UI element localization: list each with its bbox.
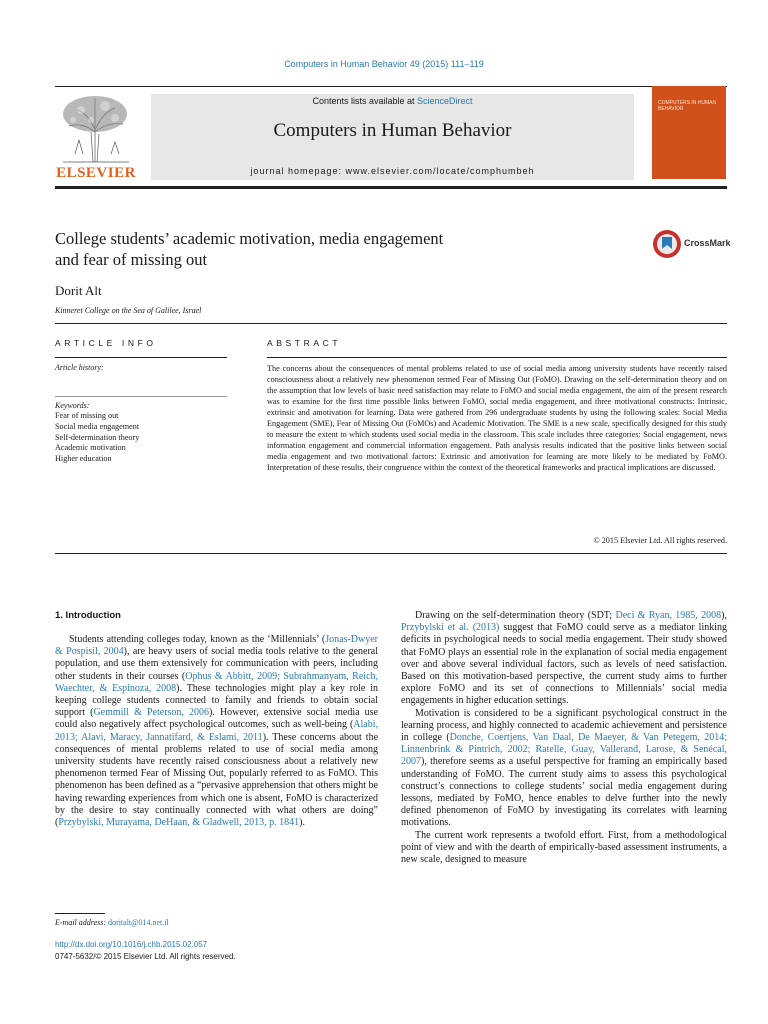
header-rule-bottom bbox=[55, 186, 727, 189]
article-history-label: Article history: bbox=[55, 363, 104, 372]
paragraph bbox=[401, 610, 727, 708]
history-rule bbox=[55, 396, 227, 397]
citation-link[interactable]: Przybylski, Murayama, DeHaan, & Gladwell, 2013, p. 1841 bbox=[58, 817, 300, 829]
abstract-heading: ABSTRACT bbox=[267, 338, 342, 348]
body-column-right bbox=[401, 610, 727, 866]
citation-link[interactable]: Gemmill & Peterson, 2006 bbox=[93, 707, 210, 719]
journal-homepage[interactable]: journal homepage: www.elsevier.com/locate/comphumbeh bbox=[250, 166, 535, 176]
paragraph-text: Students attending colleges today, known as the ‘Millennials’ ( bbox=[69, 634, 326, 645]
citation-link[interactable]: Deci & Ryan, 1985, 2008 bbox=[615, 610, 722, 621]
keyword-item: Higher education bbox=[55, 454, 112, 464]
keywords-list bbox=[55, 411, 139, 465]
journal-title: Computers in Human Behavior bbox=[273, 120, 512, 141]
crossmark-badge[interactable] bbox=[652, 229, 730, 261]
elsevier-logo bbox=[55, 92, 137, 182]
paragraph bbox=[401, 830, 727, 867]
author-name: Dorit Alt bbox=[55, 283, 102, 298]
header-rule-top bbox=[55, 86, 727, 87]
elsevier-tree-icon bbox=[55, 92, 137, 164]
citation-link[interactable]: Przybylski et al. (2013) bbox=[401, 622, 500, 634]
footnote-rule bbox=[55, 913, 105, 914]
article-title-line1: College students’ academic motivation, media engagement bbox=[55, 229, 444, 248]
affiliation-rule bbox=[55, 323, 727, 324]
article-info-heading: ARTICLE INFO bbox=[55, 338, 157, 348]
paragraph-text: ), bbox=[721, 610, 727, 621]
paragraph-text: Drawing on the self-determination theory (SDT; bbox=[415, 610, 616, 621]
article-info-rule bbox=[55, 357, 227, 358]
paragraph-text: Motivation is considered to be a significant psychological construct in the learning process, and highly connected to academic achievement and persistence in college ( bbox=[401, 707, 727, 744]
paragraph-text: ). However, extensive social media use could also negatively affect psychological outcomes, such as well-being ( bbox=[55, 707, 378, 731]
contents-availability bbox=[151, 96, 634, 106]
sciencedirect-link[interactable]: ScienceDirect bbox=[417, 96, 473, 106]
paragraph bbox=[55, 634, 378, 829]
abstract-end-rule bbox=[55, 553, 727, 554]
abstract-rule bbox=[267, 357, 727, 358]
keyword-item: Fear of missing out bbox=[55, 411, 119, 420]
citation-link[interactable]: Donche, Coertjens, Van Daal, De Maeyer, & Van Petegem, 2014; Linnenbrink & Pintrich, 2002; Ratelle, Guay, Vallerand, Larose, & Senécal, 2007 bbox=[401, 732, 727, 768]
keyword-item: Academic motivation bbox=[55, 443, 126, 453]
author-email-link[interactable]: doritalt@014.net.il bbox=[108, 918, 169, 927]
crossmark-icon bbox=[652, 229, 682, 259]
doi-link[interactable]: http://dx.doi.org/10.1016/j.chb.2015.02.057 bbox=[55, 940, 208, 949]
citation-link[interactable]: Ophus & Abbitt, 2009; Subrahmanyam, Reich, Waechter, & Espinoza, 2008 bbox=[55, 670, 379, 694]
issn-copyright: 0747-5632/© 2015 Elsevier Ltd. All rights reserved. bbox=[55, 952, 236, 961]
article-title-line2: and fear of missing out bbox=[55, 250, 208, 269]
paragraph-text: The current work represents a twofold effort. First, from a methodological point of view and with the dearth of empirically-based assessment instruments, a new scale, designed to measure bbox=[401, 829, 727, 866]
journal-cover-image[interactable] bbox=[652, 86, 726, 179]
paragraph-text: suggest that FoMO could serve as a mediator linking deficits in psychological needs to social media engagement. Their study showed that FoMO plays an essential role in the explanation of social media engagement over and above several individual factors, such as levels of need satisfaction. Based on this motivation-based perspective, the current study aims to further explore FoMO and its set of connections to Millennials’ social media engagements in higher education settings. bbox=[401, 622, 727, 707]
abstract-copyright: © 2015 Elsevier Ltd. All rights reserved. bbox=[593, 536, 727, 545]
body-column-left bbox=[55, 634, 378, 829]
paragraph-text: ), are heavy users of social media tools relative to the general population, and use them extensively for communication with peers, including other students in their courses ( bbox=[55, 646, 378, 682]
keyword-item: Social media engagement bbox=[55, 421, 140, 431]
paragraph bbox=[401, 708, 727, 830]
abstract-text: The concerns about the consequences of mental problems related to use of social media among university students have recently raised consciousness about a relatively new phenomenon termed Fear of Missing Out (FoMO). Drawing on the self-determination theory and on the assumption that low levels of basic need satisfaction may relate to FoMO and social media engagement, the aim of the present research was to examine for the first time possible links between FoMO, social media engagement, and three motivational constructs: Intrinsic, extrinsic and amotivation for learning. Data were gathered from 296 undergraduate students by using the following scales: Social Media Engagement (SME), Fear of Missing Out (FoMOs) and Academic Motivation. The SME is a new scale, specifically designed for this study to measure the extent to which students used social media in the classroom. This scale includes three categories: Social engagement, news information engagement and commercial information engagement. Path analysis results indicated that the positive links between social media engagement and two motivational factors: Extrinsic and amotivation for learning are more likely to be mediated by FoMO. Interpretation of these results, their congruence within the context of the theoretical frameworks and practical implications are discussed. bbox=[267, 364, 727, 472]
paragraph-text: ), therefore seems as a useful perspective for framing an empirically based understanding of FoMO. The current study aims to assess this psychological construct’s connections to college students’ social media engagement during lessons, mediated by FoMO, hence enables to delve further into the newly defined phenomenon of FoMO by investigating its correlates with learning motivations. bbox=[401, 756, 727, 829]
author-affiliation: Kinneret College on the Sea of Galilee, Israel bbox=[55, 306, 202, 315]
email-label: E-mail address: bbox=[55, 918, 109, 927]
paragraph-text: ). bbox=[299, 817, 305, 829]
contents-prefix: Contents lists available at bbox=[312, 96, 418, 106]
citation-link[interactable]: Alabi, 2013; Alavi, Maracy, Jannatifard, & Eslami, 2011 bbox=[55, 719, 378, 743]
paragraph-text: ). These technologies might play a key role in keeping college students connected to family and friends to obtain social support ( bbox=[55, 682, 378, 719]
footnote-email bbox=[55, 918, 169, 927]
cover-title: COMPUTERS IN HUMAN BEHAVIOR bbox=[658, 100, 717, 112]
article-title bbox=[55, 228, 575, 270]
keyword-item: Self-determination theory bbox=[55, 432, 140, 442]
elsevier-wordmark: ELSEVIER bbox=[56, 165, 136, 181]
citation-link[interactable]: Jonas-Dwyer & Pospisil, 2004 bbox=[55, 634, 378, 658]
journal-citation[interactable]: Computers in Human Behavior 49 (2015) 111–119 bbox=[284, 59, 484, 69]
paragraph-text: ). These concerns about the consequences of mental problems related to use of social media among university students have recently raised consciousness about a relatively new phenomenon termed Fear of Missing Out, popularly referred to as FoMO. This phenomenon has been defined as a “pervasive apprehension that others might be having rewarding experiences from which one is absent, FoMO is characterized by the desire to stay continually connected with what others are doing” ( bbox=[55, 731, 379, 829]
keywords-label: Keywords: bbox=[55, 401, 90, 410]
section-heading-introduction: 1. Introduction bbox=[55, 610, 121, 621]
crossmark-label: CrossMark bbox=[684, 238, 731, 248]
